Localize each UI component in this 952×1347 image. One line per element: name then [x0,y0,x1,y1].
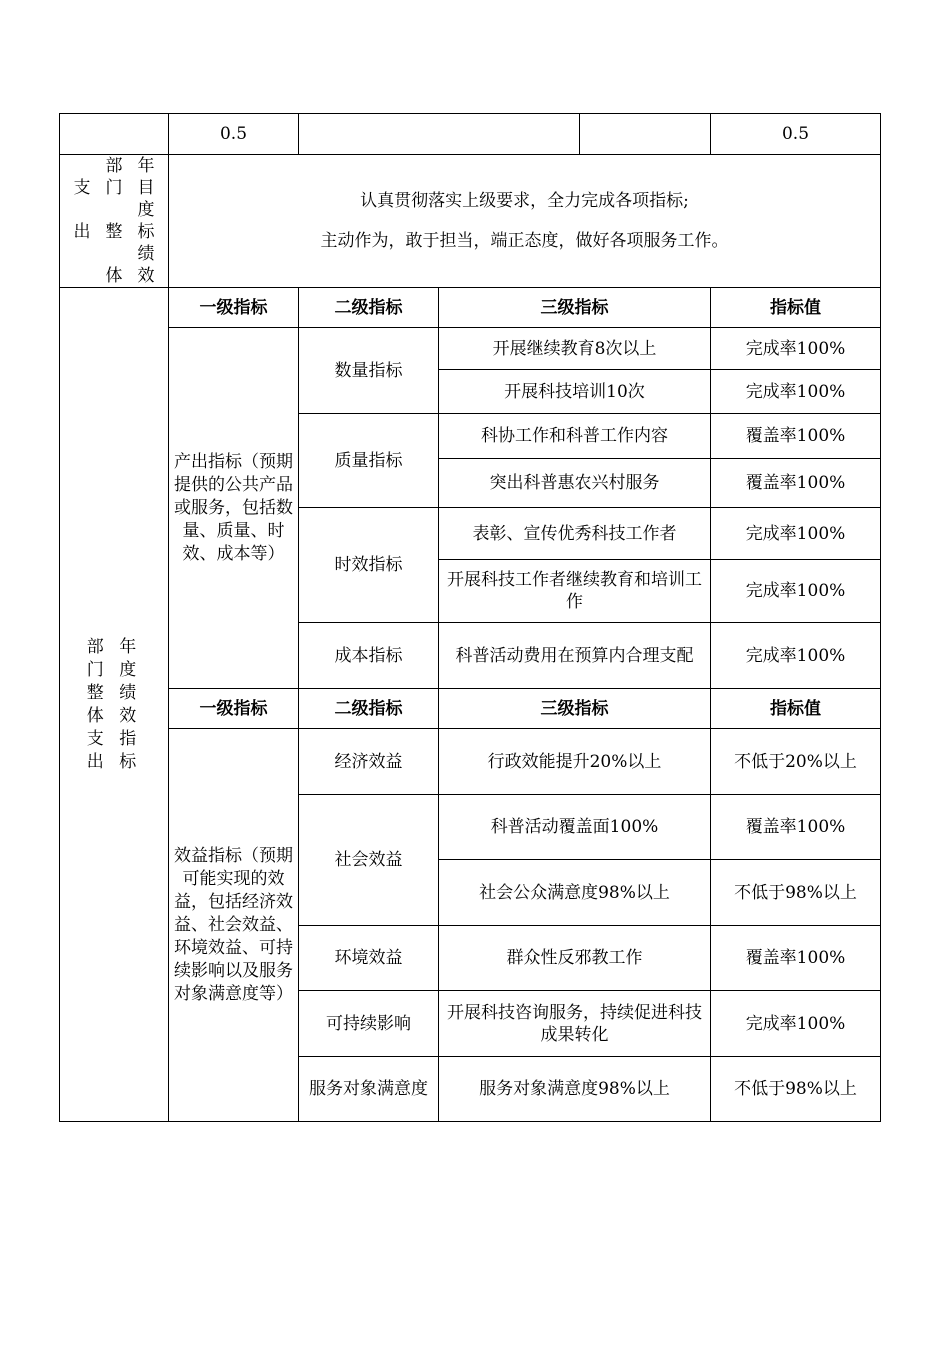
level2-cell: 社会效益 [299,795,439,926]
value-cell: 完成率100% [711,328,881,370]
top-value-3 [580,114,710,154]
table-row [60,328,881,370]
level3-cell: 科普活动费用在预算内合理支配 [439,623,711,689]
value-cell: 不低于98%以上 [711,1057,881,1122]
header-level2: 二级指标 [299,288,439,328]
header-level2: 二级指标 [299,689,439,729]
goal-line: 认真贯彻落实上级要求，全力完成各项指标; [360,191,689,211]
output-category: 产出指标（预期提供的公共产品或服务，包括数量、质量、时效、成本等） [169,328,299,689]
value-cell: 完成率100% [711,623,881,689]
performance-table [59,113,881,1122]
value-cell: 覆盖率100% [711,459,881,508]
goals-text [169,155,881,288]
value-cell: 完成率100% [711,991,881,1057]
top-value-1: 0.5 [169,114,299,155]
level2-cell: 数量指标 [299,328,439,414]
value-cell: 完成率100% [711,508,881,560]
level3-cell: 社会公众满意度98%以上 [439,860,711,926]
value-cell: 覆盖率100% [711,414,881,459]
level3-cell: 科协工作和科普工作内容 [439,414,711,459]
level3-cell: 开展科技培训10次 [439,370,711,414]
header-level3: 三级指标 [439,288,711,328]
value-cell: 不低于98%以上 [711,860,881,926]
value-cell: 覆盖率100% [711,795,881,860]
value-cell: 覆盖率100% [711,926,881,991]
header-value: 指标值 [711,288,881,328]
table-row [60,288,881,328]
indicators-label: 部 年 门 度 整 绩 体 效 支 指 出 标 [60,288,169,1122]
header-level1: 一级指标 [169,288,299,328]
level3-cell: 科普活动覆盖面100% [439,795,711,860]
goals-label-char: 支 [73,178,91,198]
header-level3: 三级指标 [439,689,711,729]
level3-cell: 行政效能提升20%以上 [439,729,711,795]
level2-cell: 时效指标 [299,508,439,623]
level3-cell: 群众性反邪教工作 [439,926,711,991]
level2-cell: 环境效益 [299,926,439,991]
goals-label-char: 门 [105,178,123,198]
table-row [60,689,881,729]
goals-label: 部 年 支 门 目度 出 整 标绩 体 效 [60,155,169,288]
level3-cell: 服务对象满意度98%以上 [439,1057,711,1122]
value-cell: 完成率100% [711,560,881,623]
goal-line: 主动作为，敢于担当，端正态度，做好各项服务工作。 [320,231,729,251]
level2-cell: 服务对象满意度 [299,1057,439,1122]
level3-cell: 开展继续教育8次以上 [439,328,711,370]
top-value-4: 0.5 [711,114,881,155]
goals-label-char: 体 [105,266,123,286]
level3-cell: 开展科技工作者继续教育和培训工作 [439,560,711,623]
header-level1: 一级指标 [169,689,299,729]
benefit-category: 效益指标（预期可能实现的效益，包括经济效益、社会效益、环境效益、可持续影响以及服务对象满意度等） [169,729,299,1122]
header-value: 指标值 [711,689,881,729]
top-value-2 [299,114,580,154]
level2-cell: 成本指标 [299,623,439,689]
value-cell: 完成率100% [711,370,881,414]
level2-cell: 质量指标 [299,414,439,508]
level2-cell: 可持续影响 [299,991,439,1057]
level3-cell: 突出科普惠农兴村服务 [439,459,711,508]
table-row [60,155,881,288]
goals-label-char: 年 [137,156,155,176]
level3-cell: 表彰、宣传优秀科技工作者 [439,508,711,560]
blank-label-cell [60,114,169,155]
table-row [60,729,881,795]
goals-label-char: 效 [137,266,155,286]
table-row [60,114,881,155]
value-cell: 不低于20%以上 [711,729,881,795]
goals-label-char: 部 [105,156,123,176]
level2-cell: 经济效益 [299,729,439,795]
level3-cell: 开展科技咨询服务，持续促进科技成果转化 [439,991,711,1057]
top-middle-cells [299,114,711,155]
goals-label-char: 整 [105,222,123,242]
goals-label-char: 出 [73,222,91,242]
